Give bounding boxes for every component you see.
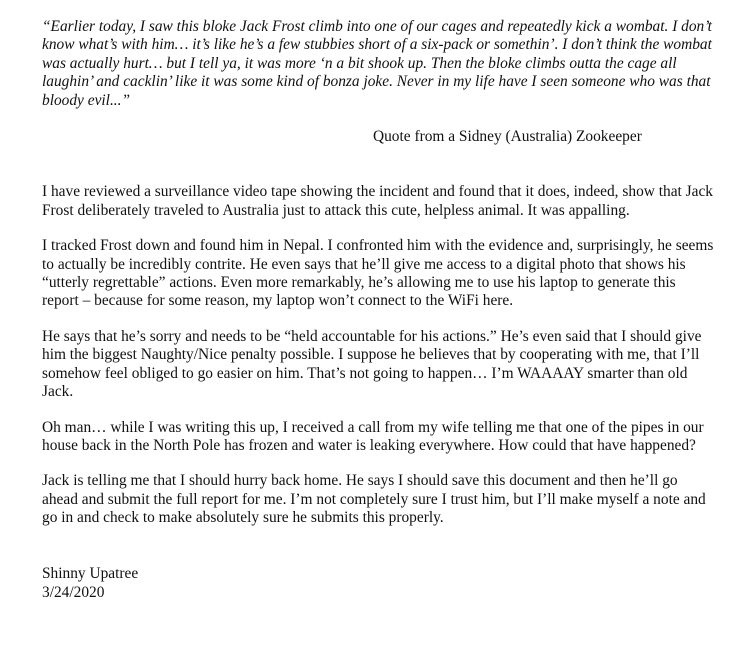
signature-date: 3/24/2020	[42, 583, 105, 601]
quote-attribution: Quote from a Sidney (Australia) Zookeeper	[373, 128, 642, 146]
paragraph-surveillance: I have reviewed a surveillance video tape showing the incident and found that it does, indeed, show that Jack Frost deliberately traveled to Australia just to attack this cute, helpless animal. It was appalling.	[42, 183, 713, 219]
zookeeper-quote: “Earlier today, I saw this bloke Jack Frost climb into one of our cages and repeatedly kick a wombat. I don’t know what’s with him… it’s like he’s a few stubbies short of a six-pack or somethin’. I don’t think the wombat was actually hurt… but I tell ya, it was more ‘n a bit shook up. Then the bloke climbs outta the cage all laughin’ and cacklin’ like it was some kind of bonza joke. Never in my life have I seen someone who was that bloody evil...”	[42, 18, 712, 109]
paragraph-submit-report: Jack is telling me that I should hurry back home. He says I should save this document and then he’ll go ahead and submit the full report for me. I’m not completely sure I trust him, but I’ll make myself a note and go in and check to make absolutely sure he submits this properly.	[42, 472, 706, 527]
paragraph-nepal: I tracked Frost down and found him in Nepal. I confronted him with the evidence and, surprisingly, he seems to actually be incredibly contrite. He even says that he’ll give me access to a digital photo that shows his “utterly regrettable” actions. Even more remarkably, he’s allowing me to use his laptop to generate this report – because for some reason, my laptop won’t connect to the WiFi here.	[42, 237, 714, 310]
paragraph-apology: He says that he’s sorry and needs to be “held accountable for his actions.” He’s even said that I should give him the biggest Naughty/Nice penalty possible. I suppose he believes that by cooperating with me, that I’ll somehow feel obliged to go easier on him. That’s not going to happen… I’m WAAAAY smarter than old Jack.	[42, 327, 702, 401]
document-page	[42, 18, 714, 602]
signature-block	[42, 564, 714, 602]
paragraph-frozen-pipes: Oh man… while I was writing this up, I received a call from my wife telling me that one of the pipes in our house back in the North Pole has frozen and water is leaking everywhere. How could that have happened?	[42, 418, 704, 454]
signature-name: Shinny Upatree	[42, 564, 139, 582]
